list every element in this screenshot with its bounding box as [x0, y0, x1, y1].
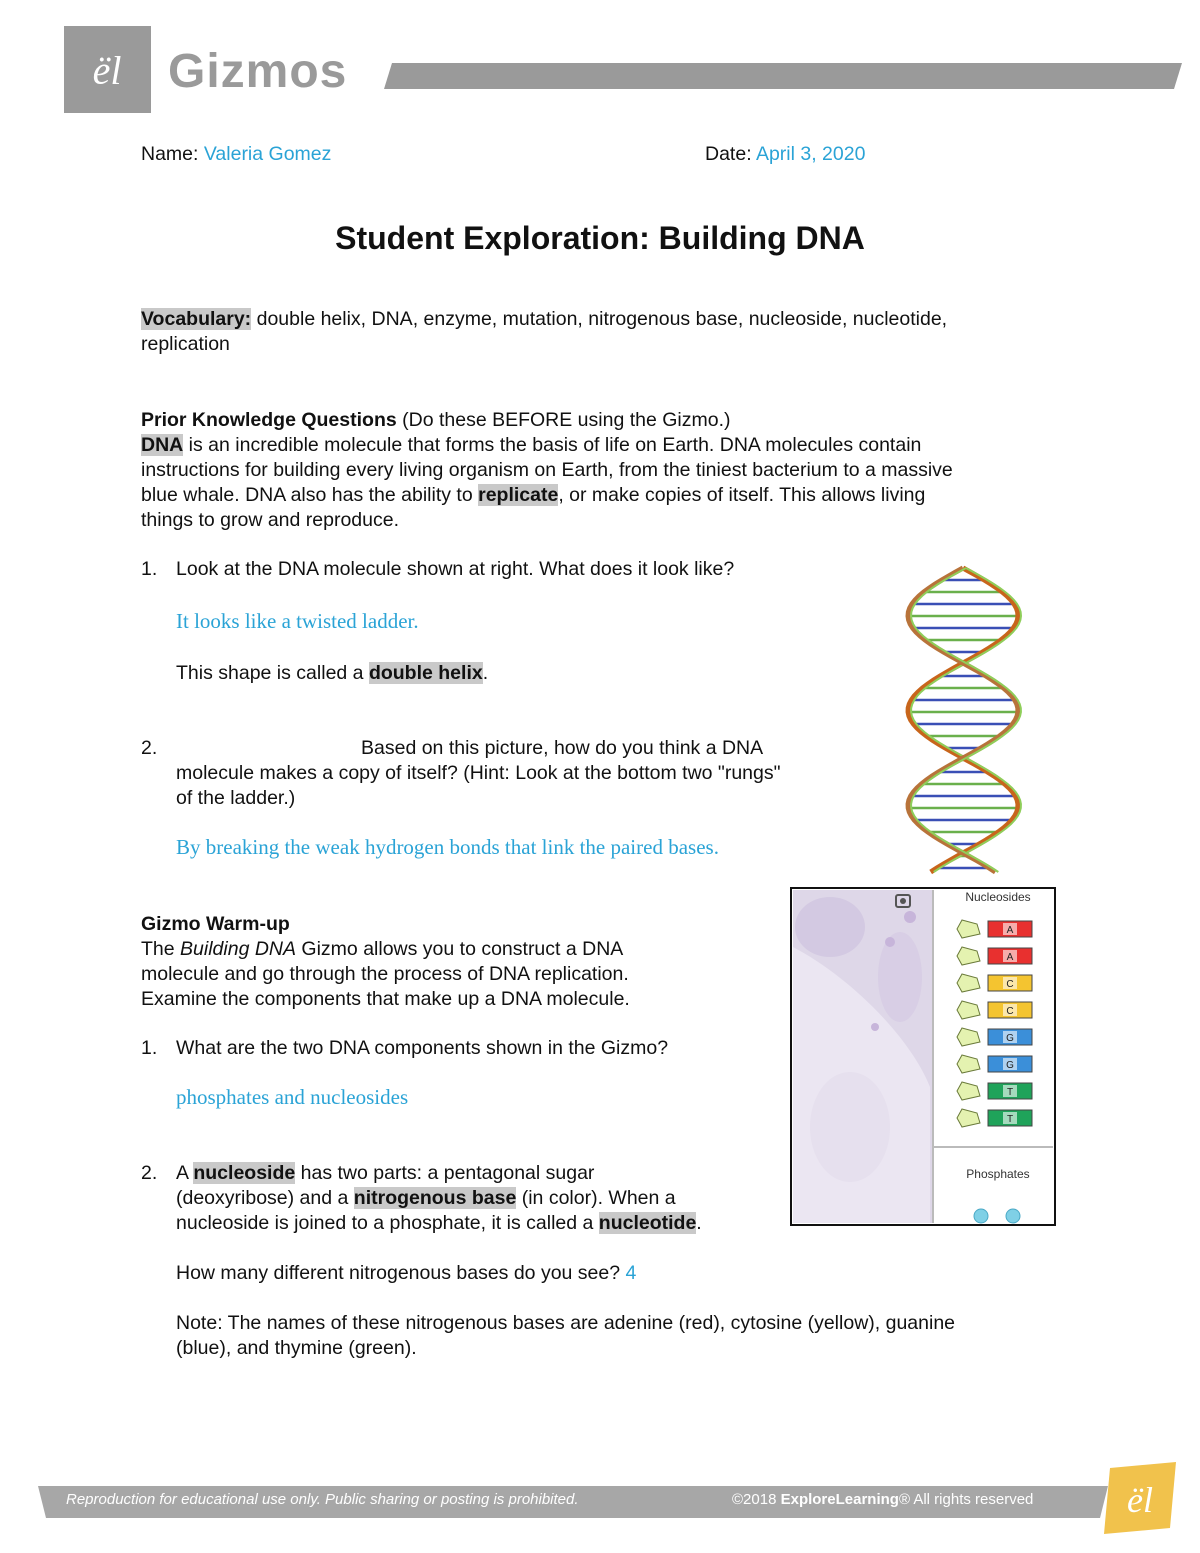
paragraph-line: Gizmo allows you to construct a DNA [296, 938, 624, 960]
paragraph-line: things to grow and reproduce. [141, 509, 399, 531]
paragraph-line: (deoxyribose) and a [176, 1187, 354, 1209]
question-text: of the ladder.) [176, 787, 296, 809]
question-text: How many different nitrogenous bases do you see? [176, 1262, 626, 1284]
paragraph-line: Examine the components that make up a DNA molecule. [141, 988, 630, 1010]
footer-copyright [732, 1491, 1033, 1508]
footer-notice: Reproduction for educational use only. Public sharing or posting is prohibited. [66, 1491, 579, 1508]
base-count-answer: 4 [625, 1262, 637, 1284]
note [176, 1311, 1076, 1361]
name-label: Name: [141, 143, 199, 165]
base-count-line [176, 1261, 636, 1286]
gizmo-screenshot [790, 887, 1056, 1226]
header-bar [384, 63, 1182, 89]
paragraph-line: instructions for building every living organism on Earth, from the tiniest bacterium to a massive [141, 459, 953, 481]
question-text: Look at the DNA molecule shown at right. What does it look like? [176, 558, 735, 580]
answer-text: It looks like a twisted ladder. [176, 609, 419, 633]
answer-text: phosphates and nucleosides [176, 1085, 409, 1109]
paragraph-line: nucleoside is joined to a phosphate, it is called a [176, 1212, 599, 1234]
term-replicate: replicate [478, 484, 559, 506]
date-field [705, 142, 865, 167]
paragraph-line: , or make copies of itself. This allows living [558, 484, 926, 506]
page-title: Student Exploration: Building DNA [335, 220, 865, 256]
gizmo-name: Building DNA [180, 938, 297, 960]
base-letter: T [1006, 1114, 1014, 1125]
base-letter: C [1006, 1006, 1014, 1017]
nucleoside-item[interactable] [957, 947, 1032, 965]
question-number: 2. [141, 737, 158, 759]
note-line: Note: The names of these nitrogenous bases are adenine (red), cytosine (yellow), guanine [176, 1312, 956, 1334]
section-heading: Prior Knowledge Questions [141, 409, 397, 431]
base-letter: T [1006, 1087, 1014, 1098]
date-value: April 3, 2020 [755, 143, 866, 165]
paragraph-line: blue whale. DNA also has the ability to [141, 484, 479, 506]
paragraph-line: This shape is called a [176, 662, 369, 684]
dna-helix-image [888, 560, 1038, 880]
answer-text: By breaking the weak hydrogen bonds that link the paired bases. [176, 835, 719, 859]
paragraph-line: molecule and go through the process of DNA replication. [141, 963, 629, 985]
question-text: molecule makes a copy of itself? (Hint: Look at the bottom two "rungs" [176, 762, 781, 784]
phosphates-label: Phosphates [966, 1167, 1030, 1181]
note-line: (blue), and thymine (green). [176, 1337, 417, 1359]
double-helix-line [176, 661, 488, 686]
paragraph-line: . [482, 662, 489, 684]
section-heading: Gizmo Warm-up [141, 913, 290, 935]
heading-note: (Do these BEFORE using the Gizmo.) [396, 409, 731, 431]
nucleoside-item[interactable] [957, 1082, 1032, 1100]
question-number: 1. [141, 1037, 158, 1059]
rights-text: ® All rights reserved [898, 1491, 1034, 1508]
base-letter: G [1006, 1033, 1014, 1044]
name-value: Valeria Gomez [203, 143, 332, 165]
copyright-year: ©2018 [732, 1491, 781, 1508]
paragraph-line: is an incredible molecule that forms the basis of life on Earth. DNA molecules contain [183, 434, 922, 456]
paragraph-line: (in color). When a [516, 1187, 676, 1209]
vocabulary-label: Vocabulary: [141, 308, 252, 330]
date-label: Date: [705, 143, 752, 165]
base-letter: G [1006, 1060, 1014, 1071]
nucleoside-item[interactable] [957, 920, 1032, 938]
question-number: 1. [141, 558, 158, 580]
term-double-helix: double helix [368, 662, 483, 684]
prior-knowledge-section [141, 408, 1061, 533]
brand-name: Gizmos [168, 45, 348, 98]
vocabulary-line: double helix, DNA, enzyme, mutation, nitrogenous base, nucleoside, nucleotide, [251, 308, 948, 330]
explorelearning-logo-icon [1100, 1462, 1178, 1534]
term-nucleoside: nucleoside [193, 1162, 296, 1184]
paragraph-line: The [141, 938, 181, 960]
warmup-section [141, 912, 761, 1012]
nucleoside-item[interactable] [957, 1109, 1032, 1127]
nucleoside-item[interactable] [957, 1028, 1032, 1046]
question-text: What are the two DNA components shown in the Gizmo? [176, 1037, 669, 1059]
term-nucleotide: nucleotide [598, 1212, 697, 1234]
gizmos-logo-mark [64, 26, 151, 113]
question-text: Based on this picture, how do you think a DNA [361, 737, 764, 759]
base-letter: C [1006, 979, 1014, 990]
nucleoside-question [176, 1161, 776, 1236]
term-nitrogenous-base: nitrogenous base [353, 1187, 517, 1209]
paragraph-line: has two parts: a pentagonal sugar [295, 1162, 595, 1184]
nucleoside-item[interactable] [957, 1001, 1032, 1019]
name-field [141, 142, 331, 167]
paragraph-line: . [696, 1212, 702, 1234]
nucleosides-label: Nucleosides [965, 890, 1031, 904]
svg-text:ël: ël [92, 48, 122, 93]
base-letter: A [1006, 925, 1014, 936]
paragraph-line: A [176, 1162, 194, 1184]
question-number: 2. [141, 1162, 158, 1184]
nucleoside-item[interactable] [957, 974, 1032, 992]
term-dna: DNA [141, 434, 184, 456]
svg-text:ël: ël [1127, 1480, 1153, 1520]
vocabulary-line: replication [141, 333, 230, 355]
base-letter: A [1006, 952, 1014, 963]
vocabulary [141, 307, 1061, 357]
nucleoside-item[interactable] [957, 1055, 1032, 1073]
explorelearning-brand: ExploreLearning [780, 1491, 899, 1508]
